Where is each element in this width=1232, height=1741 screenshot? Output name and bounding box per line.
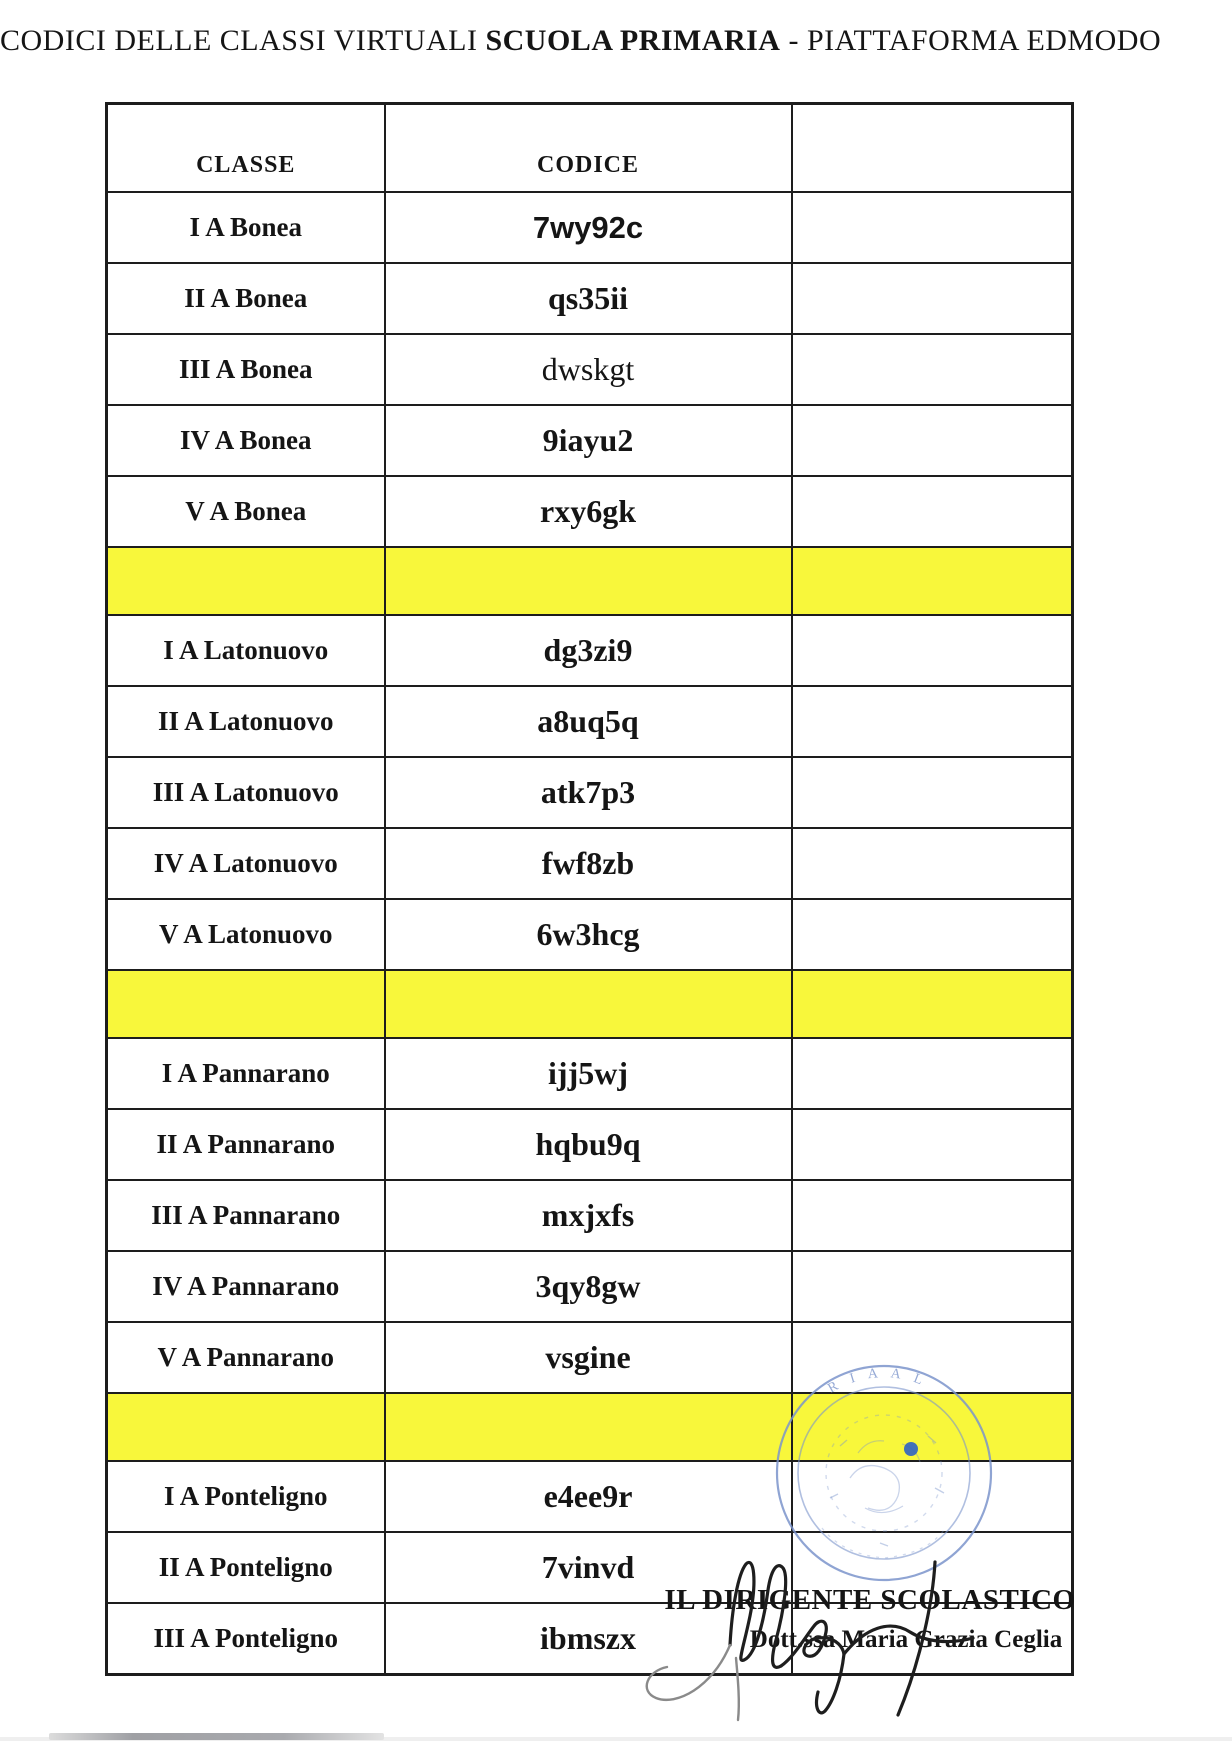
table-row [107,828,1073,899]
scan-edge-smudge [49,1733,384,1740]
classe-cell: II A Bonea [107,263,385,334]
empty-cell [792,192,1073,263]
column-header-classe: CLASSE [107,104,385,193]
classe-cell: II A Pannarano [107,1109,385,1180]
table-row [107,615,1073,686]
table-row [107,334,1073,405]
page-title [0,24,1162,58]
empty-cell [792,686,1073,757]
codice-cell: 6w3hcg [385,899,792,970]
classe-cell: III A Latonuovo [107,757,385,828]
stamp-arc-text: R I A A L [825,1366,930,1397]
codice-cell: fwf8zb [385,828,792,899]
classe-cell: IV A Latonuovo [107,828,385,899]
column-header-codice: CODICE [385,104,792,193]
empty-cell [792,1180,1073,1251]
codice-cell: rxy6gk [385,476,792,547]
codice-cell: 7wy92c [385,192,792,263]
table-header-row [107,104,1073,193]
classe-cell: II A Latonuovo [107,686,385,757]
codice-cell: atk7p3 [385,757,792,828]
signature-name-label: Dott.ssa Maria Grazia Ceglia [749,1626,1063,1653]
codice-cell: qs35ii [385,263,792,334]
codice-cell: 7vinvd [385,1532,792,1603]
empty-cell [792,334,1073,405]
highlight-separator-cell [792,547,1073,615]
codice-cell: dg3zi9 [385,615,792,686]
table-row [107,405,1073,476]
empty-cell [792,1251,1073,1322]
codice-cell: hqbu9q [385,1109,792,1180]
highlight-separator-cell [385,547,792,615]
classe-cell: I A Latonuovo [107,615,385,686]
classe-cell: II A Ponteligno [107,1532,385,1603]
codice-cell: ibmszx [385,1603,792,1675]
table-row [107,263,1073,334]
classe-cell: V A Latonuovo [107,899,385,970]
highlight-separator-row [107,547,1073,615]
highlight-separator-cell [385,970,792,1038]
empty-cell [792,476,1073,547]
codice-cell: 9iayu2 [385,405,792,476]
codice-cell: ijj5wj [385,1038,792,1109]
title-bold-segment: SCUOLA PRIMARIA [485,24,781,57]
table-row [107,686,1073,757]
empty-cell [792,757,1073,828]
classe-cell: V A Bonea [107,476,385,547]
table-row [107,757,1073,828]
empty-cell [792,828,1073,899]
codice-cell: vsgine [385,1322,792,1393]
empty-cell [792,615,1073,686]
codice-cell: mxjxfs [385,1180,792,1251]
highlight-separator-row [107,970,1073,1038]
codice-cell: 3qy8gw [385,1251,792,1322]
empty-cell [792,1109,1073,1180]
highlight-separator-cell [792,970,1073,1038]
table-row [107,192,1073,263]
empty-cell [792,263,1073,334]
table-row [107,476,1073,547]
signature-role-label: IL DIRIGENTE SCOLASTICO [664,1584,1076,1616]
classe-cell: IV A Bonea [107,405,385,476]
table-row [107,1109,1073,1180]
codice-cell: dwskgt [385,334,792,405]
empty-cell [792,405,1073,476]
table-row [107,1180,1073,1251]
classe-cell: III A Pannarano [107,1180,385,1251]
table-row [107,899,1073,970]
classe-cell: I A Pannarano [107,1038,385,1109]
classe-cell: III A Ponteligno [107,1603,385,1675]
highlight-separator-cell [385,1393,792,1461]
highlight-separator-cell [107,547,385,615]
classe-cell: III A Bonea [107,334,385,405]
stamp-ink-dot [904,1442,918,1456]
highlight-separator-cell [107,1393,385,1461]
empty-cell [792,899,1073,970]
codice-cell: a8uq5q [385,686,792,757]
column-header-empty [792,104,1073,193]
table-row [107,1251,1073,1322]
classe-cell: I A Bonea [107,192,385,263]
table-row [107,1038,1073,1109]
classe-cell: I A Ponteligno [107,1461,385,1532]
codice-cell: e4ee9r [385,1461,792,1532]
empty-cell [792,1038,1073,1109]
title-suffix: - PIATTAFORMA EDMODO [780,24,1162,57]
handwritten-signature-icon [580,1540,1000,1725]
classe-cell: IV A Pannarano [107,1251,385,1322]
title-prefix: CODICI DELLE CLASSI VIRTUALI [0,24,486,57]
classe-cell: V A Pannarano [107,1322,385,1393]
highlight-separator-cell [107,970,385,1038]
